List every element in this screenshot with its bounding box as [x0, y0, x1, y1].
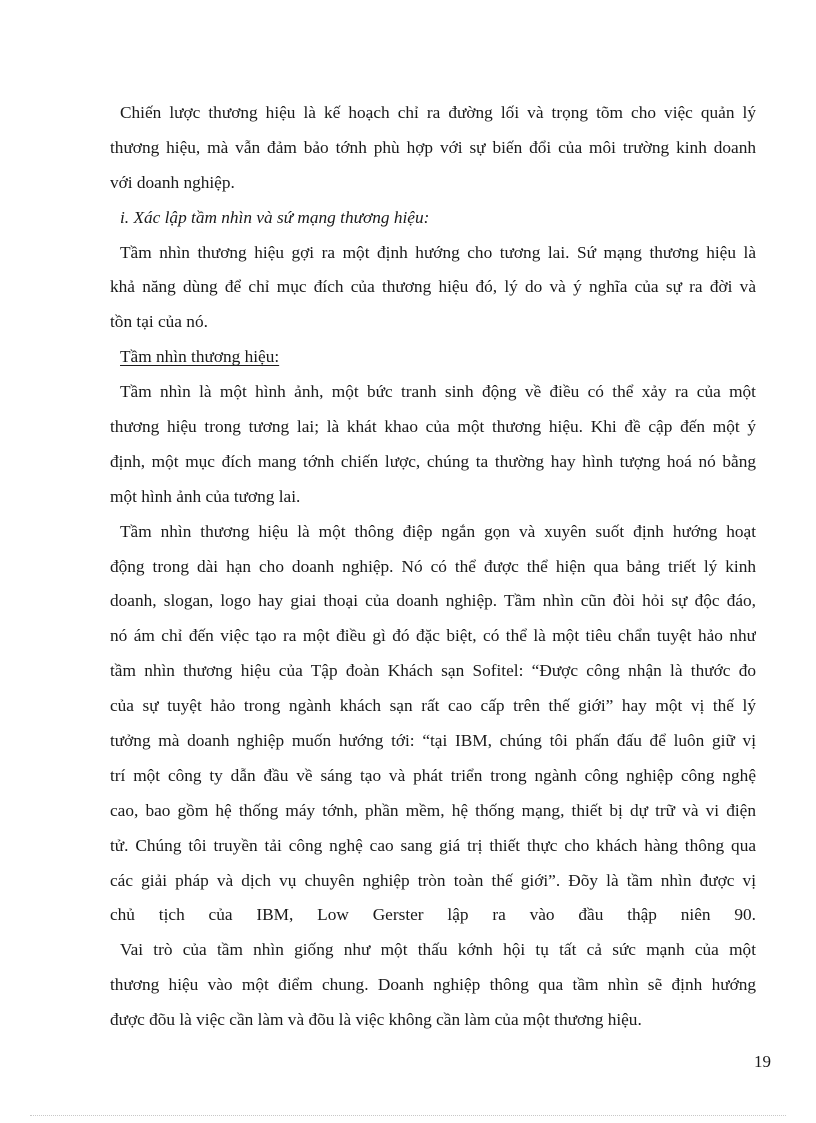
text-line: Vai trò của tầm nhìn giống như một thấu kớnh hội tụ tất cả sức mạnh của một	[120, 940, 756, 960]
section-heading	[110, 201, 756, 236]
text-line: Tầm nhìn thương hiệu là một thông điệp ngắn gọn và xuyên suốt định hướng hoạt	[120, 521, 756, 541]
text-line: nó ám chỉ đến việc tạo ra một điều gì đó đặc biệt, có thể là một tiêu chẩn tuyệt hảo như	[110, 626, 756, 646]
text-line: doanh, slogan, logo hay giai thoại của doanh nghiệp. Tầm nhìn cũn đòi hỏi sự độc đáo,	[110, 591, 756, 611]
text-line: trí một công ty dẫn đầu về sáng tạo và phát triển trong ngành công nghiệp công nghệ	[110, 765, 756, 785]
text-line: thương hiệu trong tương lai; là khát khao của một thương hiệu. Khi đề cập đến một ý	[110, 417, 756, 437]
text-line: của sự tuyệt hảo trong ngành khách sạn rất cao cấp trên thế giới” hay một vị thế lý	[110, 696, 756, 716]
text-line: Tầm nhìn thương hiệu gợi ra một định hướng cho tương lai. Sứ mạng thương hiệu là	[120, 242, 756, 262]
text-line: được đõu là việc cần làm và đõu là việc không cần làm của một thương hiệu.	[110, 1010, 642, 1030]
text-line: các giải pháp và dịch vụ chuyên nghiệp tròn toàn thế giới”. Đõy là tầm nhìn được vị	[110, 870, 756, 890]
heading-text: i. Xác lập tầm nhìn và sứ mạng thương hiệu:	[120, 207, 430, 227]
text-line: thương hiệu, mà vẫn đảm bảo tớnh phù hợp với sự biến đổi của môi trường kinh doanh	[110, 137, 756, 157]
text-line: tồn tại của nó.	[110, 312, 208, 332]
text-line: tưởng mà doanh nghiệp muốn hướng tới: “tại IBM, chúng tôi phấn đấu để luôn giữ vị	[110, 731, 756, 751]
text-line: với doanh nghiệp.	[110, 172, 235, 192]
text-line: động trong dài hạn cho doanh nghiệp. Nó có thể được thể hiện qua bảng triết lý kinh	[110, 556, 756, 576]
text-line: khả năng dùng để chỉ mục đích của thương hiệu đó, lý do và ý nghĩa của sự ra đời và	[110, 277, 756, 297]
text-line: Tầm nhìn là một hình ảnh, một bức tranh sinh động về điều có thể xảy ra của một	[120, 382, 756, 402]
text-line: tầm nhìn thương hiệu của Tập đoàn Khách sạn Sofitel: “Được công nhận là thước đo	[110, 661, 756, 681]
footer-divider	[30, 1115, 786, 1116]
text-line: một hình ảnh của tương lai.	[110, 486, 301, 506]
text-line: tử. Chúng tôi truyền tải công nghệ cao sang giá trị thiết thực cho khách hàng thông qua	[110, 835, 756, 855]
text-line: định, một mục đích mang tớnh chiến lược, chúng ta thường hay hình tượng hoá nó bằng	[110, 451, 756, 471]
text-line: chủ tịch của IBM, Low Gerster lập ra vào đầu thập niên 90.	[110, 905, 756, 925]
page-number: 19	[754, 1052, 771, 1071]
text-line: Chiến lược thương hiệu là kế hoạch chỉ ra đường lối và trọng tõm cho việc quản lý	[120, 103, 756, 122]
body-text	[110, 96, 756, 1038]
subsection-heading	[110, 340, 756, 375]
text-line: cao, bao gồm hệ thống máy tớnh, phần mềm, hệ thống mạng, thiết bị dự trữ và vi điện	[110, 800, 756, 820]
heading-text: Tầm nhìn thương hiệu:	[120, 347, 280, 367]
text-line: thương hiệu vào một điểm chung. Doanh nghiệp thông qua tầm nhìn sẽ định hướng	[110, 975, 756, 995]
